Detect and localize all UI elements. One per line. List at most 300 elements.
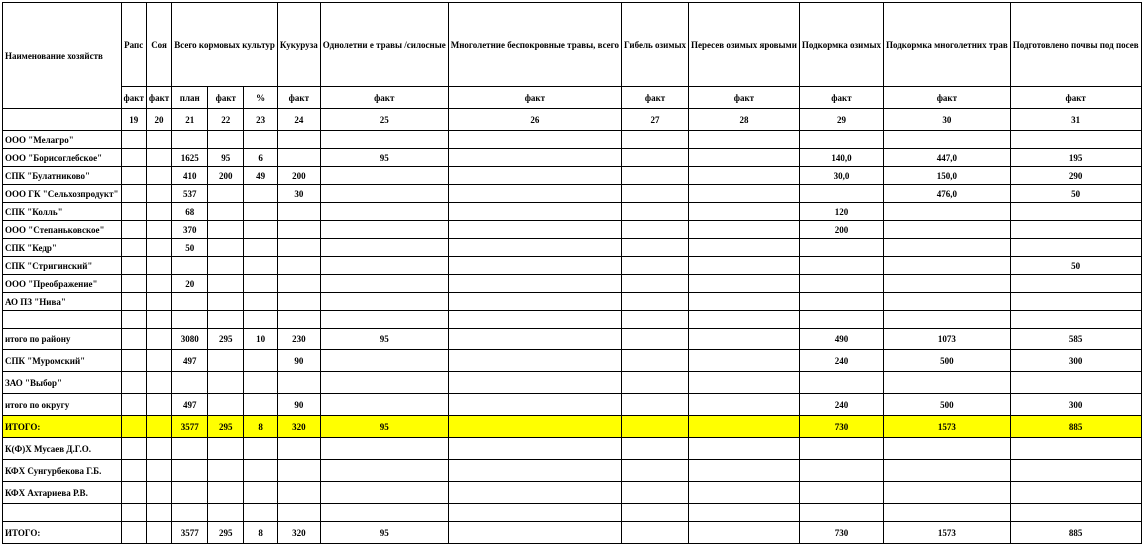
table-cell — [244, 438, 278, 460]
table-cell: 290 — [1010, 167, 1141, 185]
table-cell — [689, 504, 800, 522]
row-name-cell: ЗАО "Выбор" — [3, 372, 122, 394]
table-cell — [172, 257, 208, 275]
table-cell — [277, 438, 320, 460]
table-cell — [689, 311, 800, 329]
table-cell — [172, 372, 208, 394]
table-cell — [208, 438, 244, 460]
table-cell — [884, 131, 1011, 149]
table-cell — [172, 311, 208, 329]
table-cell — [622, 438, 689, 460]
col-header-prepared-soil: Подготовлено почвы под посев — [1010, 3, 1141, 87]
table-cell — [146, 350, 171, 372]
table-cell — [622, 239, 689, 257]
column-number-cell: 21 — [172, 109, 208, 131]
table-cell — [244, 131, 278, 149]
table-cell — [689, 293, 800, 311]
table-cell — [320, 293, 448, 311]
column-number-cell: 26 — [448, 109, 621, 131]
table-cell — [884, 203, 1011, 221]
subheader-cell: факт — [320, 87, 448, 109]
table-cell — [172, 460, 208, 482]
table-row — [3, 394, 1142, 416]
table-cell — [622, 149, 689, 167]
table-row — [3, 257, 1142, 275]
table-cell — [320, 372, 448, 394]
row-name-cell: СПК "Кедр" — [3, 239, 122, 257]
table-cell — [320, 221, 448, 239]
row-name-cell — [3, 504, 122, 522]
table-cell — [448, 185, 621, 203]
subheader-cell: факт — [1010, 87, 1141, 109]
table-row — [3, 167, 1142, 185]
table-cell: 1573 — [884, 416, 1011, 438]
table-cell — [146, 372, 171, 394]
row-name-cell — [3, 311, 122, 329]
table-cell — [244, 293, 278, 311]
table-cell — [244, 394, 278, 416]
table-cell — [244, 203, 278, 221]
table-cell — [146, 131, 171, 149]
column-number-cell: 25 — [320, 109, 448, 131]
table-cell — [884, 275, 1011, 293]
table-cell — [121, 221, 146, 239]
table-cell: 500 — [884, 394, 1011, 416]
table-row — [3, 275, 1142, 293]
table-cell: 3577 — [172, 522, 208, 544]
table-cell — [146, 460, 171, 482]
table-cell — [799, 311, 883, 329]
table-cell: 447,0 — [884, 149, 1011, 167]
table-cell — [244, 185, 278, 203]
table-cell — [277, 149, 320, 167]
table-cell — [1010, 438, 1141, 460]
table-cell — [146, 149, 171, 167]
table-row — [3, 438, 1142, 460]
row-name-cell: СПК "Муромский" — [3, 350, 122, 372]
table-cell — [1010, 275, 1141, 293]
row-name-cell: ООО "Борисоглебское" — [3, 149, 122, 167]
table-row — [3, 293, 1142, 311]
table-cell: 497 — [172, 350, 208, 372]
table-row — [3, 416, 1142, 438]
table-cell — [448, 221, 621, 239]
table-cell — [622, 460, 689, 482]
table-cell — [1010, 293, 1141, 311]
table-cell: 95 — [320, 329, 448, 350]
row-name-cell: КФХ Сунгурбекова Г.Б. — [3, 460, 122, 482]
table-cell: 885 — [1010, 522, 1141, 544]
table-cell — [208, 460, 244, 482]
column-number-cell: 24 — [277, 109, 320, 131]
table-cell — [799, 372, 883, 394]
table-cell — [448, 293, 621, 311]
table-cell — [146, 482, 171, 504]
table-cell — [799, 504, 883, 522]
table-cell — [208, 394, 244, 416]
table-cell — [884, 482, 1011, 504]
col-header-all-fodder: Всего кормовых культур — [172, 3, 278, 87]
table-cell — [146, 239, 171, 257]
table-cell — [121, 350, 146, 372]
table-cell — [208, 185, 244, 203]
table-cell — [799, 239, 883, 257]
table-cell — [320, 275, 448, 293]
table-cell — [622, 203, 689, 221]
table-cell — [689, 203, 800, 221]
table-cell: 49 — [244, 167, 278, 185]
table-cell — [622, 504, 689, 522]
table-cell — [121, 394, 146, 416]
column-number-cell: 28 — [689, 109, 800, 131]
table-cell — [622, 372, 689, 394]
col-header-raps: Рапс — [121, 3, 146, 87]
table-cell — [244, 257, 278, 275]
table-cell: 95 — [320, 416, 448, 438]
table-cell: 585 — [1010, 329, 1141, 350]
table-cell — [172, 438, 208, 460]
table-cell: 295 — [208, 329, 244, 350]
table-cell: 68 — [172, 203, 208, 221]
table-cell — [146, 203, 171, 221]
table-cell: 200 — [208, 167, 244, 185]
table-cell — [448, 482, 621, 504]
table-cell — [622, 293, 689, 311]
table-cell — [1010, 311, 1141, 329]
column-number-cell: 23 — [244, 109, 278, 131]
table-cell — [277, 460, 320, 482]
table-cell — [448, 438, 621, 460]
table-cell — [799, 482, 883, 504]
table-cell: 230 — [277, 329, 320, 350]
table-cell — [622, 257, 689, 275]
table-cell — [277, 221, 320, 239]
table-row — [3, 504, 1142, 522]
table-cell — [121, 257, 146, 275]
table-cell — [689, 438, 800, 460]
table-cell — [208, 257, 244, 275]
table-cell: 30 — [277, 185, 320, 203]
table-cell — [277, 275, 320, 293]
table-cell — [622, 416, 689, 438]
table-cell — [121, 416, 146, 438]
table-cell: 300 — [1010, 350, 1141, 372]
table-cell — [121, 293, 146, 311]
table-cell: 8 — [244, 522, 278, 544]
table-cell — [320, 504, 448, 522]
table-cell: 320 — [277, 416, 320, 438]
table-cell — [1010, 131, 1141, 149]
table-cell — [689, 394, 800, 416]
table-cell — [277, 504, 320, 522]
table-cell — [277, 293, 320, 311]
row-name-cell: СПК "Колль" — [3, 203, 122, 221]
table-cell — [689, 185, 800, 203]
table-cell — [277, 239, 320, 257]
table-cell — [146, 293, 171, 311]
table-cell — [320, 482, 448, 504]
table-cell — [689, 372, 800, 394]
table-cell — [121, 311, 146, 329]
table-cell — [799, 185, 883, 203]
table-cell — [320, 167, 448, 185]
subheader-cell: факт — [799, 87, 883, 109]
table-cell — [799, 293, 883, 311]
table-cell — [244, 372, 278, 394]
table-cell — [1010, 460, 1141, 482]
subheader-cell: факт — [622, 87, 689, 109]
table-row — [3, 372, 1142, 394]
table-cell: 200 — [799, 221, 883, 239]
table-row — [3, 460, 1142, 482]
row-name-cell: ИТОГО: — [3, 416, 122, 438]
table-cell — [277, 311, 320, 329]
table-row — [3, 350, 1142, 372]
table-cell — [146, 167, 171, 185]
table-cell — [320, 131, 448, 149]
table-cell — [277, 203, 320, 221]
row-name-cell: итого по району — [3, 329, 122, 350]
table-cell — [689, 239, 800, 257]
table-cell: 240 — [799, 394, 883, 416]
table-row — [3, 185, 1142, 203]
table-cell — [121, 185, 146, 203]
table-cell — [622, 131, 689, 149]
table-cell — [320, 185, 448, 203]
table-cell — [121, 149, 146, 167]
subheader-row — [3, 87, 1142, 109]
table-cell — [448, 257, 621, 275]
table-cell: 295 — [208, 522, 244, 544]
table-cell — [208, 203, 244, 221]
table-cell — [208, 221, 244, 239]
subheader-cell: факт — [277, 87, 320, 109]
table-cell — [448, 239, 621, 257]
column-number-cell: 19 — [121, 109, 146, 131]
row-name-cell: ИТОГО: — [3, 522, 122, 544]
table-cell — [320, 438, 448, 460]
table-cell — [244, 460, 278, 482]
table-cell — [121, 329, 146, 350]
table-cell: 95 — [208, 149, 244, 167]
column-number-cell: 30 — [884, 109, 1011, 131]
row-name-cell: ООО "Степаньковское" — [3, 221, 122, 239]
table-cell — [146, 275, 171, 293]
table-cell — [121, 522, 146, 544]
column-number-cell: 31 — [1010, 109, 1141, 131]
table-cell — [244, 221, 278, 239]
table-cell — [689, 257, 800, 275]
table-cell — [884, 311, 1011, 329]
table-cell: 50 — [1010, 257, 1141, 275]
table-cell — [622, 221, 689, 239]
row-name-cell: СПК "Стригинский" — [3, 257, 122, 275]
table-cell — [244, 482, 278, 504]
table-cell — [689, 221, 800, 239]
table-cell — [277, 131, 320, 149]
row-name-cell: ООО "Мелагро" — [3, 131, 122, 149]
table-cell — [1010, 482, 1141, 504]
table-cell — [1010, 203, 1141, 221]
table-cell — [121, 482, 146, 504]
table-cell — [689, 416, 800, 438]
table-cell — [208, 504, 244, 522]
table-row — [3, 221, 1142, 239]
table-cell — [146, 416, 171, 438]
table-cell — [146, 329, 171, 350]
table-cell: 195 — [1010, 149, 1141, 167]
table-cell — [622, 350, 689, 372]
col-header-winter-loss: Гибель озимых — [622, 3, 689, 87]
table-cell — [448, 504, 621, 522]
table-cell — [689, 149, 800, 167]
table-cell — [121, 167, 146, 185]
table-cell — [277, 482, 320, 504]
table-cell — [622, 185, 689, 203]
table-cell — [884, 239, 1011, 257]
table-cell — [146, 522, 171, 544]
table-cell: 410 — [172, 167, 208, 185]
table-cell — [320, 257, 448, 275]
table-cell — [448, 372, 621, 394]
table-cell: 10 — [244, 329, 278, 350]
table-cell: 1625 — [172, 149, 208, 167]
column-number-cell: 29 — [799, 109, 883, 131]
table-cell — [799, 438, 883, 460]
table-cell — [799, 460, 883, 482]
table-cell: 95 — [320, 149, 448, 167]
subheader-cell: факт — [448, 87, 621, 109]
table-cell — [448, 275, 621, 293]
table-cell — [689, 350, 800, 372]
row-name-cell: ООО ГК "Сельхозпродукт" — [3, 185, 122, 203]
table-cell — [799, 257, 883, 275]
table-cell — [622, 482, 689, 504]
row-name-cell: СПК "Булатниково" — [3, 167, 122, 185]
table-cell — [121, 275, 146, 293]
table-cell: 200 — [277, 167, 320, 185]
table-cell — [622, 394, 689, 416]
table-cell — [208, 372, 244, 394]
table-cell — [884, 460, 1011, 482]
row-name-cell: АО ПЗ "Нива" — [3, 293, 122, 311]
table-cell: 885 — [1010, 416, 1141, 438]
table-cell — [277, 257, 320, 275]
table-cell — [884, 504, 1011, 522]
table-cell — [121, 372, 146, 394]
table-cell: 3080 — [172, 329, 208, 350]
header-row — [3, 3, 1142, 87]
table-cell: 140,0 — [799, 149, 883, 167]
table-row — [3, 239, 1142, 257]
table-cell: 3577 — [172, 416, 208, 438]
table-cell — [689, 482, 800, 504]
table-cell — [121, 460, 146, 482]
table-cell — [277, 372, 320, 394]
table-cell — [172, 131, 208, 149]
data-table — [2, 2, 1142, 544]
table-cell: 30,0 — [799, 167, 883, 185]
table-cell — [208, 131, 244, 149]
column-number-cell: 22 — [208, 109, 244, 131]
subheader-cell: факт — [884, 87, 1011, 109]
table-cell — [448, 416, 621, 438]
table-cell — [689, 522, 800, 544]
table-cell — [244, 275, 278, 293]
col-header-perennial-grass: Многолетние беспокровные травы, всего — [448, 3, 621, 87]
table-cell: 537 — [172, 185, 208, 203]
col-header-corn: Кукуруза — [277, 3, 320, 87]
table-cell — [320, 203, 448, 221]
table-cell: 95 — [320, 522, 448, 544]
subheader-cell: факт — [121, 87, 146, 109]
table-cell — [146, 221, 171, 239]
col-header-soya: Соя — [146, 3, 171, 87]
table-cell — [622, 275, 689, 293]
subheader-cell: план — [172, 87, 208, 109]
table-cell: 20 — [172, 275, 208, 293]
name-column-header: Наименование хозяйств — [3, 3, 122, 109]
table-cell — [121, 239, 146, 257]
table-cell — [244, 350, 278, 372]
table-cell — [146, 185, 171, 203]
table-cell — [320, 350, 448, 372]
table-cell — [448, 203, 621, 221]
table-cell — [320, 311, 448, 329]
table-cell — [1010, 372, 1141, 394]
table-cell — [208, 350, 244, 372]
table-cell — [448, 522, 621, 544]
table-row — [3, 522, 1142, 544]
table-cell — [448, 350, 621, 372]
table-cell — [884, 438, 1011, 460]
table-cell — [172, 504, 208, 522]
table-cell — [320, 460, 448, 482]
table-cell — [448, 394, 621, 416]
table-cell — [208, 311, 244, 329]
table-cell: 1573 — [884, 522, 1011, 544]
table-cell — [320, 239, 448, 257]
table-cell — [121, 504, 146, 522]
column-number-cell: 27 — [622, 109, 689, 131]
table-cell — [172, 482, 208, 504]
table-cell — [884, 221, 1011, 239]
table-cell: 730 — [799, 522, 883, 544]
table-row — [3, 482, 1142, 504]
table-cell — [146, 438, 171, 460]
table-cell — [208, 239, 244, 257]
table-cell: 500 — [884, 350, 1011, 372]
table-cell — [244, 239, 278, 257]
column-number-cell: 20 — [146, 109, 171, 131]
table-cell — [208, 482, 244, 504]
column-number-blank — [3, 109, 122, 131]
table-cell — [689, 167, 800, 185]
table-cell — [448, 131, 621, 149]
column-number-row — [3, 109, 1142, 131]
table-cell — [448, 149, 621, 167]
table-row — [3, 149, 1142, 167]
table-cell: 50 — [172, 239, 208, 257]
table-cell: 90 — [277, 394, 320, 416]
table-cell — [622, 329, 689, 350]
table-cell: 150,0 — [884, 167, 1011, 185]
table-cell — [244, 504, 278, 522]
col-header-feed-perennial: Подкормка многолетних трав — [884, 3, 1011, 87]
table-row — [3, 203, 1142, 221]
row-name-cell: ООО "Преображение" — [3, 275, 122, 293]
table-cell: 730 — [799, 416, 883, 438]
